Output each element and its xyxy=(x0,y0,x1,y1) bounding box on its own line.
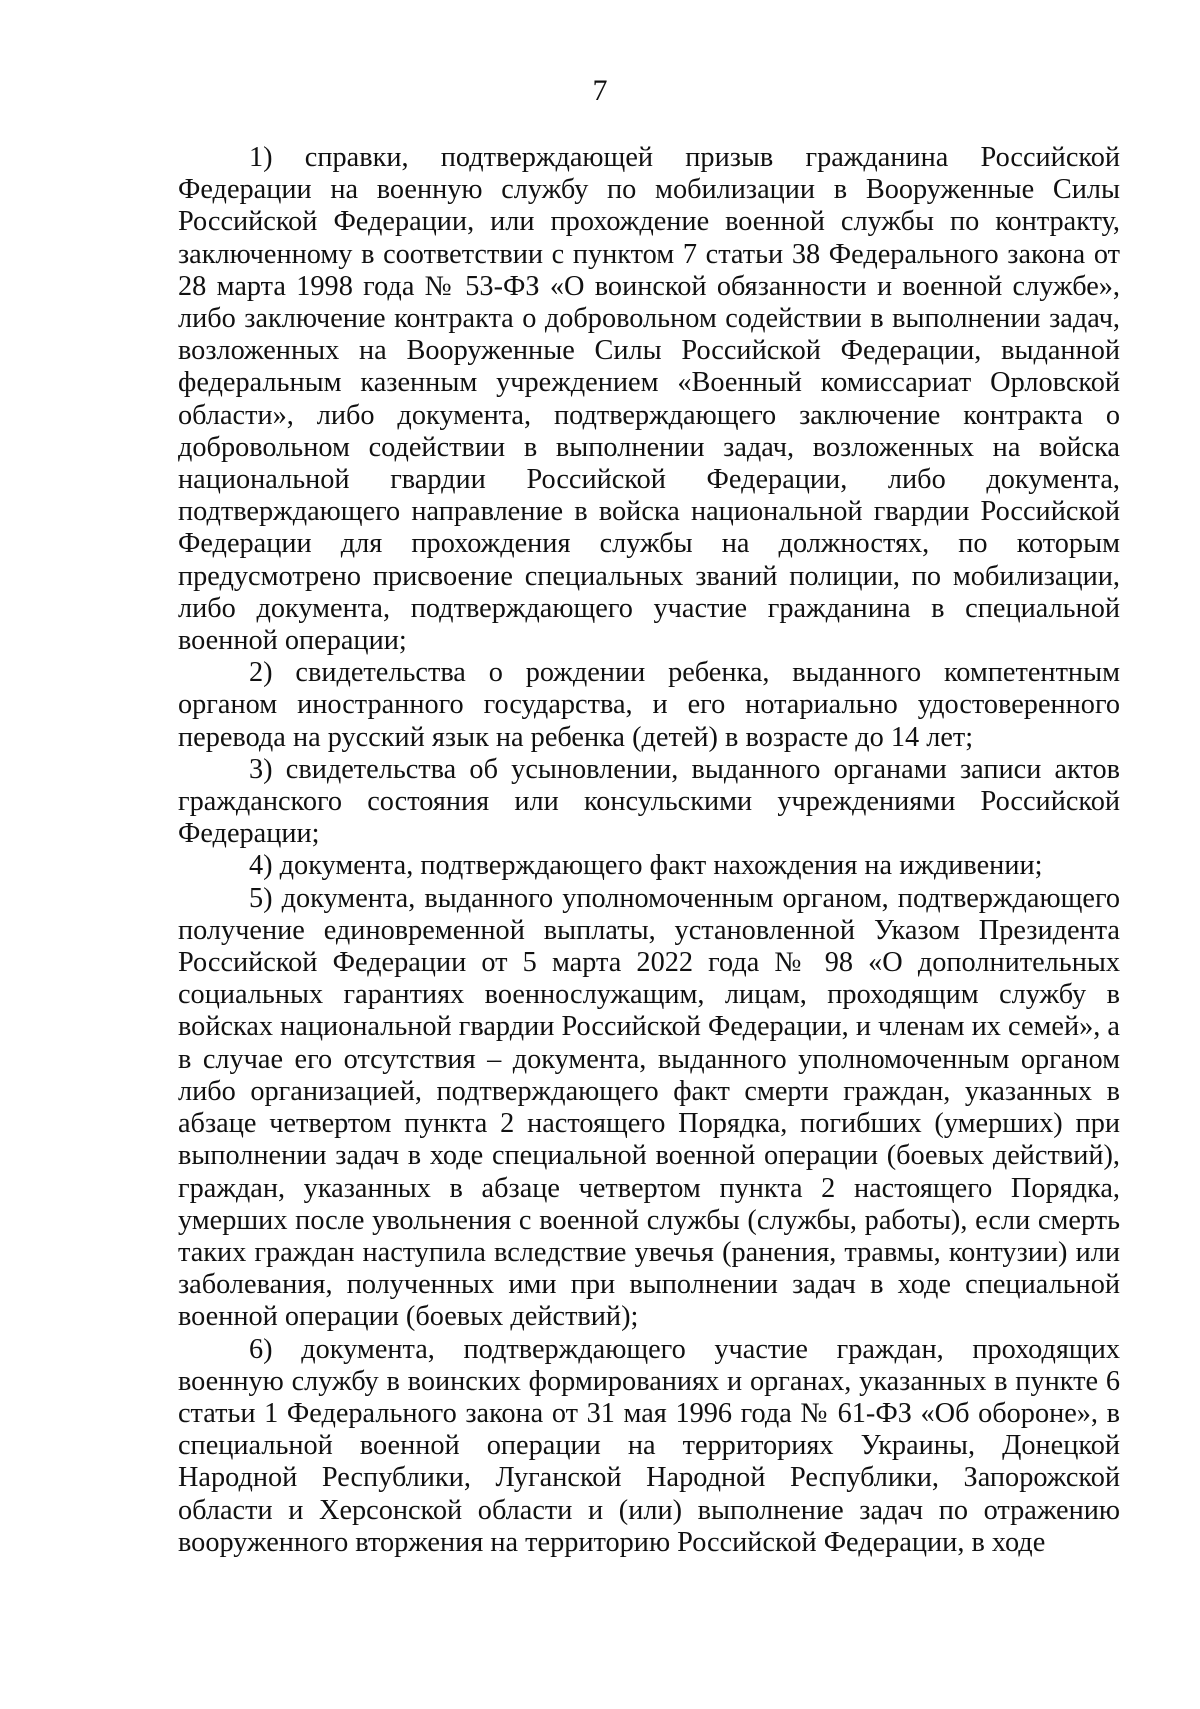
document-body xyxy=(178,142,1120,1559)
paragraph-item-6: 6) документа, подтверждающего участие граждан, проходящих военную службу в воинских формированиях и органах, указанных в пункте 6 статьи 1 Федерального закона от 31 мая 1996 года № 61-ФЗ «Об обороне», в специальной военной операции на территориях Украины, Донецкой Народной Республики, Луганской Народной Республики, Запорожской области и Херсонской области и (или) выполнение задач по отражению вооруженного вторжения на территорию Российской Федерации, в ходе xyxy=(178,1333,1120,1558)
paragraph-item-2: 2) свидетельства о рождении ребенка, выданного компетентным органом иностранного государства, и его нотариально удостоверенного перевода на русский язык на ребенка (детей) в возрасте до 14 лет; xyxy=(178,657,1120,753)
paragraph-item-1: 1) справки, подтверждающей призыв гражданина Российской Федерации на военную службу по мобилизации в Вооруженные Силы Российской Федерации, или прохождение военной службы по контракту, заключенному в соответствии с пунктом 7 статьи 38 Федерального закона от 28 марта 1998 года № 53-ФЗ «О воинской обязанности и военной службе», либо заключение контракта о добровольном содействии в выполнении задач, возложенных на Вооруженные Силы Российской Федерации, выданной федеральным казенным учреждением «Военный комиссариат Орловской области», либо документа, подтверждающего заключение контракта о добровольном содействии в выполнении задач, возложенных на войска национальной гвардии Российской Федерации, либо документа, подтверждающего направление в войска национальной гвардии Российской Федерации для прохождения службы на должностях, по которым предусмотрено присвоение специальных званий полиции, по мобилизации, либо документа, подтверждающего участие гражданина в специальной военной операции; xyxy=(178,142,1120,657)
paragraph-item-3: 3) свидетельства об усыновлении, выданного органами записи актов гражданского состояния или консульскими учреждениями Российской Федерации; xyxy=(178,753,1120,850)
paragraph-item-5: 5) документа, выданного уполномоченным органом, подтверждающего получение единовременной выплаты, установленной Указом Президента Российской Федерации от 5 марта 2022 года № 98 «О дополнительных социальных гарантиях военнослужащим, лицам, проходящим службу в войсках национальной гвардии Российской Федерации, и членам их семей», а в случае его отсутствия – документа, выданного уполномоченным органом либо организацией, подтверждающего факт смерти граждан, указанных в абзаце четвертом пункта 2 настоящего Порядка, погибших (умерших) при выполнении задач в ходе специальной военной операции (боевых действий), граждан, указанных в абзаце четвертом пункта 2 настоящего Порядка, умерших после увольнения с военной службы (службы, работы), если смерть таких граждан наступила вследствие увечья (ранения, травмы, контузии) или заболевания, полученных ими при выполнении задач в ходе специальной военной операции (боевых действий); xyxy=(178,882,1120,1333)
paragraph-item-4: 4) документа, подтверждающего факт нахождения на иждивении; xyxy=(249,850,1043,882)
page-number: 7 xyxy=(592,74,608,107)
